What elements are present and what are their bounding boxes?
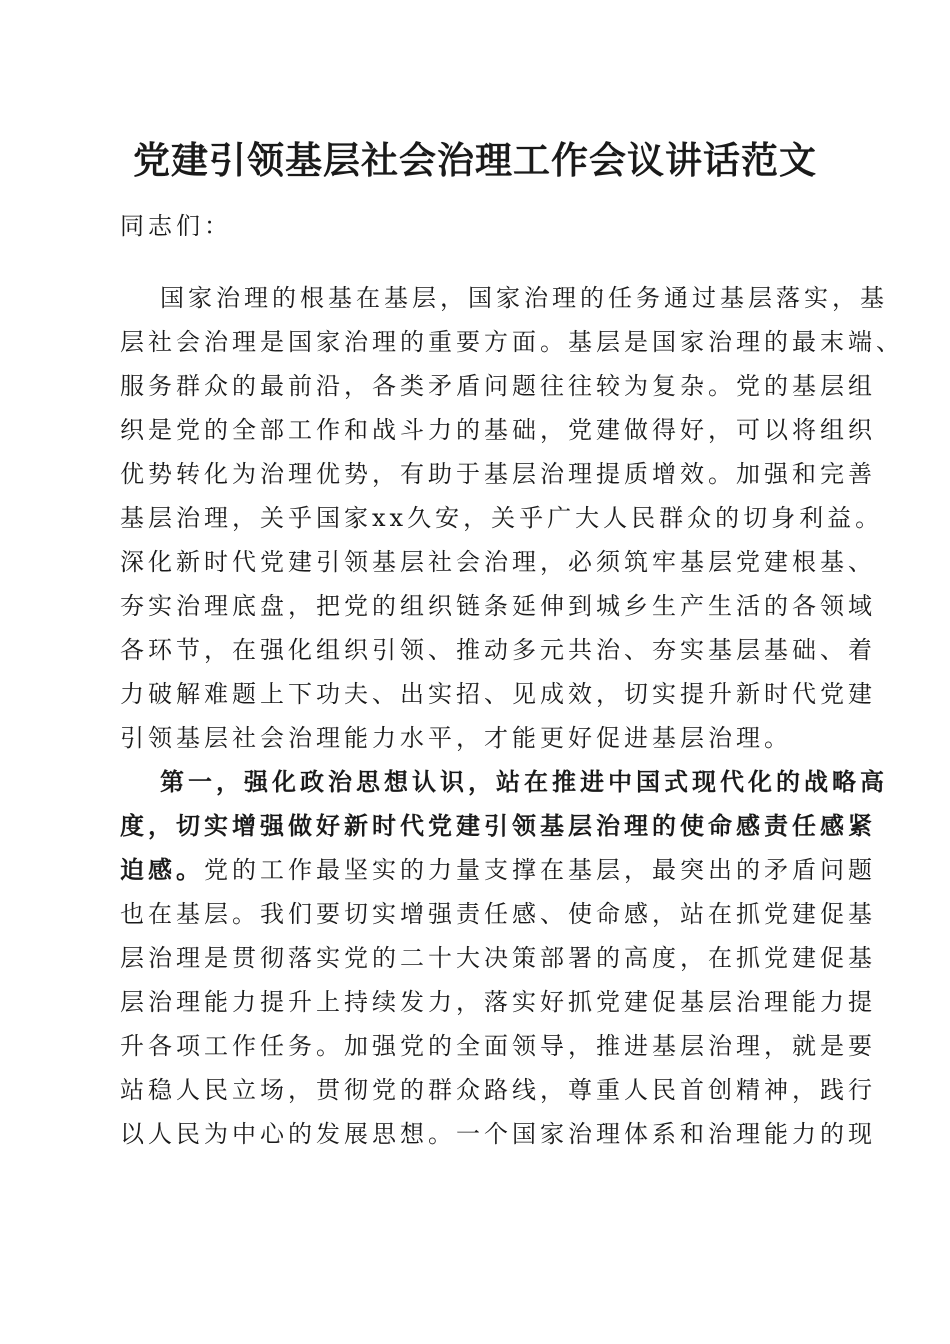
paragraph-1-line: 国家治理的根基在基层，国家治理的任务通过基层落实，基: [160, 284, 888, 312]
paragraph-2-line: 站稳人民立场，贯彻党的群众路线，尊重人民首创精神，践行: [120, 1076, 876, 1104]
paragraph-1-line: 引领基层社会治理能力水平，才能更好促进基层治理。: [120, 724, 792, 752]
paragraph-1-line: 优势转化为治理优势，有助于基层治理提质增效。加强和完善: [120, 460, 876, 488]
paragraph-1-line: 织是党的全部工作和战斗力的基础，党建做得好，可以将组织: [120, 416, 876, 444]
paragraph-1-line: 深化新时代党建引领基层社会治理，必须筑牢基层党建根基、: [120, 548, 876, 576]
paragraph-2-line: 以人民为中心的发展思想。一个国家治理体系和治理能力的现: [120, 1120, 876, 1148]
salutation: 同志们：: [120, 212, 232, 240]
paragraph-1-line: 各环节，在强化组织引领、推动多元共治、夯实基层基础、着: [120, 636, 876, 664]
paragraph-1-line: 力破解难题上下功夫、出实招、见成效，切实提升新时代党建: [120, 680, 876, 708]
section-heading-line: 第一，强化政治思想认识，站在推进中国式现代化的战略高: [160, 767, 888, 796]
paragraph-2-text: 党的工作最坚实的力量支撑在基层，最突出的矛盾问题: [204, 856, 876, 884]
document-title: 党建引领基层社会治理工作会议讲话范文: [133, 138, 817, 182]
section-heading-line: 度，切实增强做好新时代党建引领基层治理的使命感责任感紧: [120, 811, 876, 840]
paragraph-1-line: 层社会治理是国家治理的重要方面。基层是国家治理的最末端、: [120, 328, 904, 356]
paragraph-1-line: 服务群众的最前沿，各类矛盾问题往往较为复杂。党的基层组: [120, 372, 876, 400]
paragraph-2-line: 升各项工作任务。加强党的全面领导，推进基层治理，就是要: [120, 1032, 876, 1060]
paragraph-1-line: 基层治理，关乎国家xx久安，关乎广大人民群众的切身利益。: [120, 504, 884, 532]
paragraph-2-line: 层治理能力提升上持续发力，落实好抓党建促基层治理能力提: [120, 988, 876, 1016]
section-heading-end: 迫感。: [120, 855, 204, 884]
paragraph-1-line: 夯实治理底盘，把党的组织链条延伸到城乡生产生活的各领域: [120, 592, 876, 620]
paragraph-2-line: 也在基层。我们要切实增强责任感、使命感，站在抓党建促基: [120, 900, 876, 928]
paragraph-2-line: 层治理是贯彻落实党的二十大决策部署的高度，在抓党建促基: [120, 944, 876, 972]
paragraph-2-line: [120, 854, 876, 886]
